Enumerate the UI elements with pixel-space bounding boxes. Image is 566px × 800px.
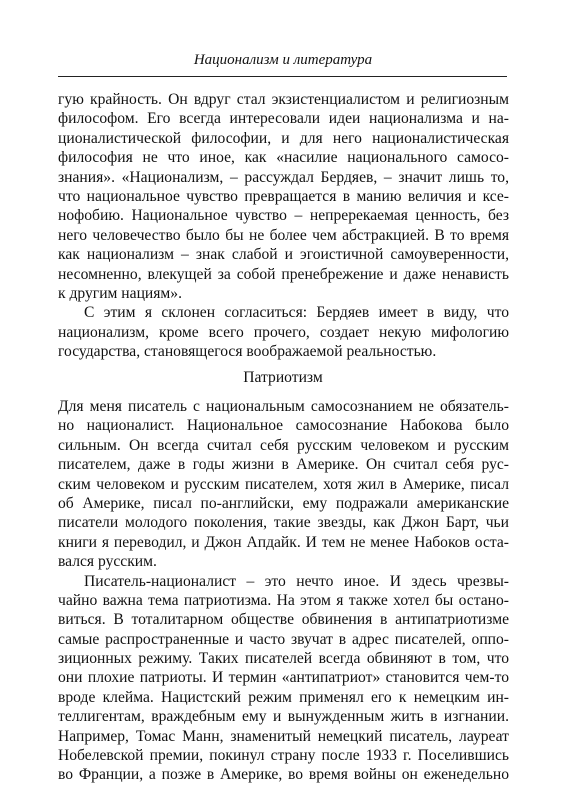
- text-line: сильным. Он всегда считал себя русским человеком и русским: [58, 436, 509, 454]
- text-line: философом. Его всегда интересовали идеи национализма и на-: [58, 110, 509, 128]
- text-line: нофобию. Национальное чувство – непререкаемая ценность, без: [58, 207, 509, 225]
- text-line: виться. В тоталитарном обществе обвинения в антипатриотизме: [58, 611, 509, 629]
- text-line: гую крайность. Он вдруг стал экзистенциалистом и религиозным: [58, 91, 509, 108]
- text-line: ционалистической философии, и для него националистическая: [58, 129, 509, 147]
- text-line: к другим нациям».: [58, 284, 182, 302]
- text-line: Писатель-националист – это нечто иное. И здесь чрезвы-: [84, 572, 509, 590]
- text-line: государства, становящегося воображаемой реальностью.: [58, 343, 437, 361]
- text-line: Для меня писатель с национальным самосознанием не обязатель-: [58, 398, 509, 415]
- section-heading: Патриотизм: [243, 369, 323, 386]
- text-line: национализм, кроме всего прочего, создает некую мифологию: [58, 323, 509, 341]
- text-line: писатели молодого поколения, такие звезды, как Джон Барт, чьи: [58, 514, 509, 532]
- text-line: Нобелевской премии, покинул страну после 1933 г. Поселившись: [58, 747, 509, 765]
- text-line: самые распространенные и часто звучат в адрес писателей, оппо-: [58, 630, 509, 648]
- text-line: знания». «Национализм, – рассуждал Бердяев, – значит лишь то,: [58, 168, 509, 186]
- text-line: вался русским.: [58, 553, 157, 571]
- text-line: во Франции, а позже в Америке, во время войны он еженедельно: [58, 766, 509, 784]
- text-line: писателем, даже в годы жизни в Америке. Он считал себя рус-: [58, 456, 509, 474]
- text-line: вроде клейма. Нацистский режим применял его к немецким ин-: [58, 688, 509, 706]
- text-line: философия не что иное, как «насилие национального самосо-: [58, 149, 509, 167]
- header-rule: [58, 76, 507, 77]
- text-line: теллигентам, враждебным ему и вынужденным жить в изгнании.: [58, 708, 509, 726]
- text-block-intro: [58, 90, 509, 361]
- text-line: они плохие патриоты. И термин «антипатриот» становится чем-то: [58, 669, 509, 687]
- text-line: чайно важна тема патриотизма. На этом я также хотел бы остано-: [58, 591, 509, 609]
- running-head: Национализм и литература: [193, 52, 373, 68]
- text-line: ским человеком и русским писателем, хотя жил в Америке, писал: [58, 475, 509, 493]
- text-line: что национальное чувство превращается в манию величия и ксе-: [58, 187, 509, 205]
- text-line: С этим я склонен согласиться: Бердяев имеет в виду, что: [84, 304, 509, 322]
- text-line: книги я переводил, и Джон Апдайк. И тем не менее Набоков оста-: [58, 533, 509, 551]
- text-line: зиционных режиму. Таких писателей всегда обвиняют в том, что: [58, 650, 509, 668]
- text-line: него человечество было бы не более чем абстракцией. В то время: [58, 226, 509, 244]
- text-line: Например, Томас Манн, знаменитый немецкий писатель, лауреат: [58, 727, 509, 745]
- text-line: об Америке, писал по-английски, ему подражали американские: [58, 494, 509, 512]
- text-block-patriotism: [58, 397, 509, 785]
- text-line: несомненно, влекущей за собой пренебрежение и даже ненависть: [58, 265, 509, 283]
- text-line: но националист. Национальное самосознание Набокова было: [58, 417, 509, 435]
- text-line: как национализм – знак слабой и эгоистичной самоуверенности,: [58, 246, 509, 264]
